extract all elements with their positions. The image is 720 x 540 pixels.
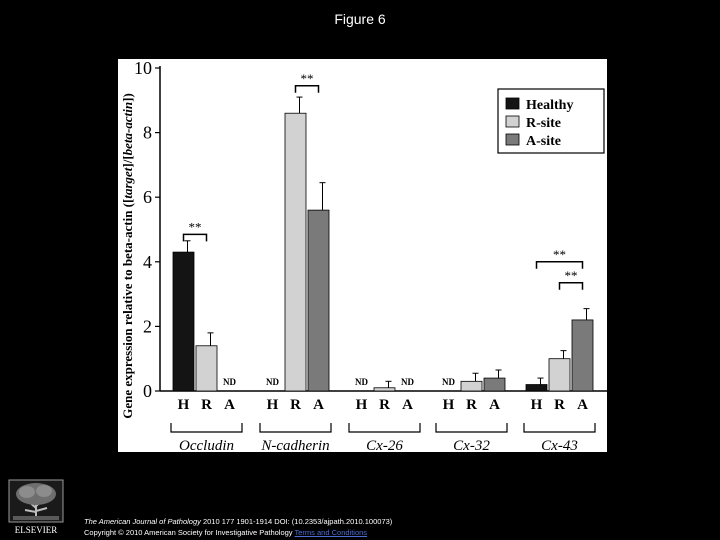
bar-letter-label: H bbox=[266, 397, 279, 413]
y-axis-label-prefix: Gene expression relative to beta-actin ([ bbox=[120, 198, 135, 419]
legend-label-r_site: R-site bbox=[526, 116, 561, 131]
group-label: N-cadherin bbox=[261, 438, 330, 452]
significance-label: ** bbox=[564, 267, 578, 283]
y-axis-label bbox=[120, 93, 135, 419]
significance-bracket bbox=[560, 283, 583, 290]
y-tick-label: 0 bbox=[143, 381, 152, 401]
bar-letter-label: A bbox=[402, 397, 413, 413]
bar-letter-label: R bbox=[554, 397, 565, 413]
bar-chart bbox=[118, 59, 607, 452]
bar-letter-label: A bbox=[577, 397, 588, 413]
citation-line-1 bbox=[84, 516, 684, 527]
elsevier-logo-text: ELSEVIER bbox=[14, 525, 58, 535]
nd-label: ND bbox=[223, 377, 236, 387]
citation-ref: 2010 177 1901-1914 DOI: (10.2353/ajpath.2010.100073) bbox=[200, 517, 393, 526]
group-label: Occludin bbox=[179, 438, 234, 452]
bar-letter-label: H bbox=[442, 397, 455, 413]
bar-letter-label: A bbox=[224, 397, 235, 413]
bar-r_site bbox=[374, 388, 395, 391]
group-bracket bbox=[349, 423, 420, 432]
bar-r_site bbox=[285, 113, 306, 391]
citation-line-2 bbox=[84, 527, 684, 538]
bar-letter-label: H bbox=[177, 397, 190, 413]
slide-title: Figure 6 bbox=[334, 11, 386, 27]
y-axis-label-beta: beta-actin bbox=[120, 101, 135, 156]
bar-healthy bbox=[173, 252, 194, 391]
elsevier-logo bbox=[5, 478, 67, 536]
group-label: Cx-26 bbox=[366, 438, 403, 452]
group-bracket bbox=[436, 423, 507, 432]
y-tick-label: 10 bbox=[134, 59, 152, 78]
significance-bracket bbox=[184, 234, 207, 241]
significance-label: ** bbox=[553, 246, 566, 262]
bar-letter-label: R bbox=[290, 397, 301, 413]
bar-healthy bbox=[526, 385, 547, 391]
y-axis-label-suffix: ]) bbox=[120, 93, 135, 102]
legend-label-a_site: A-site bbox=[526, 134, 561, 149]
group-label: Cx-32 bbox=[453, 438, 490, 452]
bar-letter-label: R bbox=[379, 397, 390, 413]
bar-letter-label: R bbox=[466, 397, 477, 413]
nd-label: ND bbox=[442, 377, 455, 387]
significance-bracket bbox=[296, 86, 319, 93]
bar-letter-label: A bbox=[313, 397, 324, 413]
nd-label: ND bbox=[266, 377, 279, 387]
nd-label: ND bbox=[355, 377, 368, 387]
group-bracket bbox=[260, 423, 331, 432]
bar-a_site bbox=[484, 378, 505, 391]
y-axis-label-target: target bbox=[120, 167, 135, 199]
legend bbox=[498, 89, 604, 153]
bar-letter-label: R bbox=[201, 397, 212, 413]
terms-link[interactable]: Terms and Conditions bbox=[294, 528, 368, 537]
legend-swatch-healthy bbox=[506, 98, 519, 109]
legend-label-healthy: Healthy bbox=[526, 98, 574, 113]
category-labels bbox=[171, 397, 595, 452]
bar-r_site bbox=[196, 346, 217, 391]
bar-letter-label: H bbox=[355, 397, 368, 413]
nd-label: ND bbox=[401, 377, 414, 387]
significance-label: ** bbox=[300, 70, 314, 86]
group-bracket bbox=[171, 423, 242, 432]
group-bracket bbox=[524, 423, 595, 432]
journal-name: The American Journal of Pathology bbox=[84, 517, 201, 526]
bar-a_site bbox=[572, 320, 593, 391]
y-tick-label: 2 bbox=[143, 316, 152, 337]
copyright-text: Copyright © 2010 American Society for Investigative Pathology bbox=[84, 528, 295, 537]
bar-letter-label: A bbox=[489, 397, 500, 413]
bar-a_site bbox=[308, 210, 329, 391]
legend-swatch-r_site bbox=[506, 116, 519, 127]
citation bbox=[84, 516, 684, 538]
figure-panel bbox=[118, 59, 607, 452]
y-axis-label-mid: ]/[ bbox=[120, 155, 135, 168]
significance-label: ** bbox=[188, 219, 202, 235]
y-tick-label: 4 bbox=[143, 251, 152, 272]
bar-r_site bbox=[549, 359, 570, 391]
legend-swatch-a_site bbox=[506, 134, 519, 145]
bar-r_site bbox=[461, 381, 482, 391]
y-tick-label: 8 bbox=[143, 122, 152, 143]
y-tick-label: 6 bbox=[143, 187, 152, 208]
bar-letter-label: H bbox=[530, 397, 543, 413]
group-label: Cx-43 bbox=[541, 438, 578, 452]
